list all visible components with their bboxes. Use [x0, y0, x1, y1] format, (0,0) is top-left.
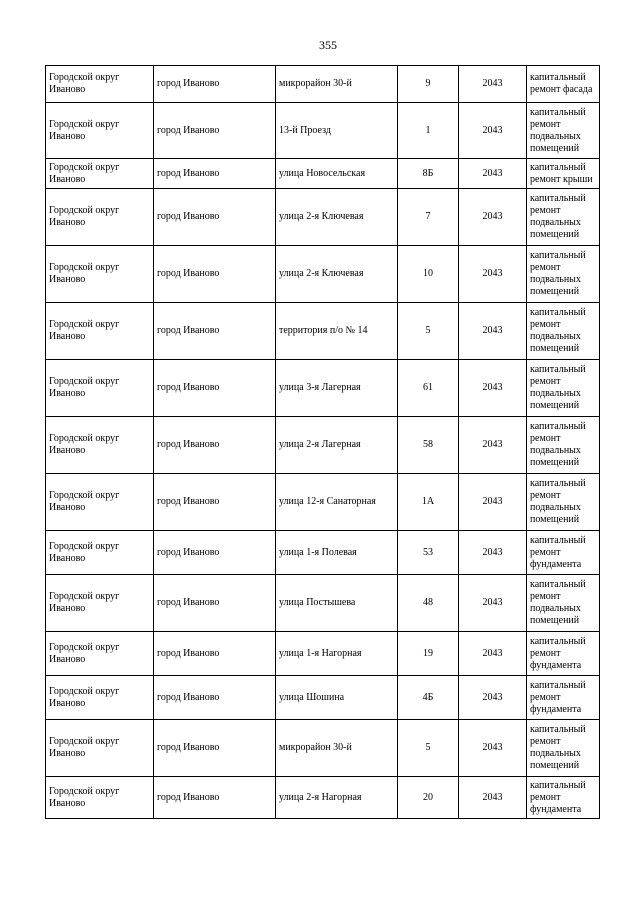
house-number-cell: 7 — [398, 189, 459, 246]
settlement-cell: город Иваново — [154, 575, 276, 632]
year-cell: 2043 — [459, 531, 527, 575]
municipality-cell: Городской округ Иваново — [46, 777, 154, 819]
year-cell: 2043 — [459, 66, 527, 103]
work-type-cell: капитальный ремонт фундамента — [527, 531, 600, 575]
municipality-cell: Городской округ Иваново — [46, 66, 154, 103]
municipality-cell: Городской округ Иваново — [46, 246, 154, 303]
house-number-cell: 9 — [398, 66, 459, 103]
work-type-cell: капитальный ремонт подвальных помещений — [527, 189, 600, 246]
settlement-cell: город Иваново — [154, 103, 276, 159]
year-cell: 2043 — [459, 575, 527, 632]
work-type-cell: капитальный ремонт фасада — [527, 66, 600, 103]
house-number-cell: 20 — [398, 777, 459, 819]
municipality-cell: Городской округ Иваново — [46, 360, 154, 417]
municipality-cell: Городской округ Иваново — [46, 159, 154, 189]
municipality-cell: Городской округ Иваново — [46, 720, 154, 777]
street-cell: улица 3-я Лагерная — [276, 360, 398, 417]
year-cell: 2043 — [459, 360, 527, 417]
table-row — [46, 66, 600, 103]
work-type-cell: капитальный ремонт подвальных помещений — [527, 246, 600, 303]
year-cell: 2043 — [459, 189, 527, 246]
settlement-cell: город Иваново — [154, 531, 276, 575]
work-type-cell: капитальный ремонт фундамента — [527, 777, 600, 819]
settlement-cell: город Иваново — [154, 632, 276, 676]
street-cell: территория п/о № 14 — [276, 303, 398, 360]
house-number-cell: 1 — [398, 103, 459, 159]
table-row — [46, 777, 600, 819]
year-cell: 2043 — [459, 720, 527, 777]
municipality-cell: Городской округ Иваново — [46, 189, 154, 246]
street-cell: улица 12-я Санаторная — [276, 474, 398, 531]
street-cell: улица 2-я Ключевая — [276, 189, 398, 246]
table-row — [46, 531, 600, 575]
year-cell: 2043 — [459, 159, 527, 189]
municipality-cell: Городской округ Иваново — [46, 417, 154, 474]
street-cell: микрорайон 30-й — [276, 66, 398, 103]
table-row — [46, 103, 600, 159]
settlement-cell: город Иваново — [154, 303, 276, 360]
work-type-cell: капитальный ремонт подвальных помещений — [527, 575, 600, 632]
street-cell: улица Новосельская — [276, 159, 398, 189]
settlement-cell: город Иваново — [154, 417, 276, 474]
table-row — [46, 474, 600, 531]
table-row — [46, 720, 600, 777]
settlement-cell: город Иваново — [154, 159, 276, 189]
settlement-cell: город Иваново — [154, 189, 276, 246]
municipality-cell: Городской округ Иваново — [46, 632, 154, 676]
street-cell: улица 2-я Лагерная — [276, 417, 398, 474]
municipality-cell: Городской округ Иваново — [46, 303, 154, 360]
work-type-cell: капитальный ремонт фундамента — [527, 676, 600, 720]
table-row — [46, 159, 600, 189]
year-cell: 2043 — [459, 103, 527, 159]
table-row — [46, 676, 600, 720]
work-type-cell: капитальный ремонт подвальных помещений — [527, 360, 600, 417]
year-cell: 2043 — [459, 632, 527, 676]
table-row — [46, 360, 600, 417]
house-number-cell: 53 — [398, 531, 459, 575]
year-cell: 2043 — [459, 676, 527, 720]
street-cell: улица 1-я Нагорная — [276, 632, 398, 676]
house-number-cell: 5 — [398, 303, 459, 360]
house-number-cell: 48 — [398, 575, 459, 632]
settlement-cell: город Иваново — [154, 360, 276, 417]
house-number-cell: 61 — [398, 360, 459, 417]
street-cell: улица 2-я Ключевая — [276, 246, 398, 303]
house-number-cell: 19 — [398, 632, 459, 676]
table-row — [46, 575, 600, 632]
settlement-cell: город Иваново — [154, 246, 276, 303]
year-cell: 2043 — [459, 303, 527, 360]
street-cell: улица 2-я Нагорная — [276, 777, 398, 819]
work-type-cell: капитальный ремонт подвальных помещений — [527, 303, 600, 360]
settlement-cell: город Иваново — [154, 720, 276, 777]
work-type-cell: капитальный ремонт фундамента — [527, 632, 600, 676]
municipality-cell: Городской округ Иваново — [46, 575, 154, 632]
house-number-cell: 8Б — [398, 159, 459, 189]
page-number: 355 — [319, 38, 337, 52]
street-cell: улица Постышева — [276, 575, 398, 632]
work-type-cell: капитальный ремонт подвальных помещений — [527, 417, 600, 474]
settlement-cell: город Иваново — [154, 66, 276, 103]
street-cell: 13-й Проезд — [276, 103, 398, 159]
house-number-cell: 4Б — [398, 676, 459, 720]
table-row — [46, 246, 600, 303]
table-row — [46, 632, 600, 676]
municipality-cell: Городской округ Иваново — [46, 474, 154, 531]
house-number-cell: 5 — [398, 720, 459, 777]
work-type-cell: капитальный ремонт подвальных помещений — [527, 103, 600, 159]
municipality-cell: Городской округ Иваново — [46, 103, 154, 159]
municipality-cell: Городской округ Иваново — [46, 531, 154, 575]
house-number-cell: 58 — [398, 417, 459, 474]
work-type-cell: капитальный ремонт подвальных помещений — [527, 474, 600, 531]
settlement-cell: город Иваново — [154, 777, 276, 819]
repair-schedule-table — [45, 65, 600, 819]
settlement-cell: город Иваново — [154, 474, 276, 531]
house-number-cell: 10 — [398, 246, 459, 303]
year-cell: 2043 — [459, 417, 527, 474]
street-cell: улица 1-я Полевая — [276, 531, 398, 575]
year-cell: 2043 — [459, 777, 527, 819]
year-cell: 2043 — [459, 474, 527, 531]
street-cell: микрорайон 30-й — [276, 720, 398, 777]
municipality-cell: Городской округ Иваново — [46, 676, 154, 720]
house-number-cell: 1А — [398, 474, 459, 531]
table-row — [46, 189, 600, 246]
year-cell: 2043 — [459, 246, 527, 303]
table-row — [46, 303, 600, 360]
work-type-cell: капитальный ремонт подвальных помещений — [527, 720, 600, 777]
table-row — [46, 417, 600, 474]
settlement-cell: город Иваново — [154, 676, 276, 720]
street-cell: улица Шошина — [276, 676, 398, 720]
work-type-cell: капитальный ремонт крыши — [527, 159, 600, 189]
